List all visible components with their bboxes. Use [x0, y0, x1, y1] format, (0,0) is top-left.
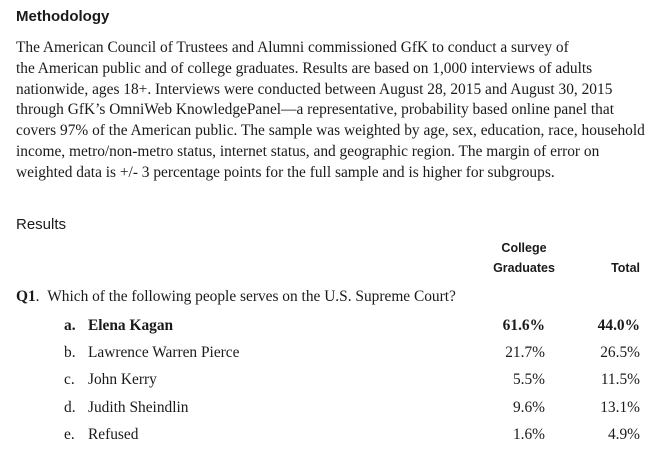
- answer-text: Refused: [88, 426, 139, 443]
- methodology-line: through GfK’s OmniWeb KnowledgePanel—a representative, probability based online panel that: [16, 101, 614, 119]
- column-header-total: Total: [611, 261, 640, 275]
- answer-row-e: [0, 426, 666, 450]
- methodology-heading: Methodology: [16, 8, 110, 25]
- total-value: 13.1%: [600, 399, 640, 416]
- answer-letter: d.: [64, 399, 76, 416]
- college-value: 1.6%: [512, 426, 545, 443]
- column-header-college-line1: College: [501, 241, 547, 255]
- total-value: 44.0%: [597, 317, 640, 334]
- results-heading: Results: [16, 216, 67, 233]
- answer-letter: e.: [64, 426, 75, 443]
- college-value: 21.7%: [505, 344, 545, 361]
- question-number-dot: .: [35, 288, 40, 305]
- answer-letter: b.: [64, 344, 76, 361]
- college-value: 61.6%: [502, 317, 545, 334]
- methodology-line: The American Council of Trustees and Alumni commissioned GfK to conduct a survey of: [16, 39, 569, 56]
- column-header-college-line2: Graduates: [493, 261, 555, 275]
- column-header-college-graduates: [486, 238, 562, 278]
- total-value: 11.5%: [600, 371, 640, 388]
- methodology-paragraph: [16, 38, 656, 184]
- answer-letter: c.: [64, 371, 75, 388]
- answer-text: John Kerry: [88, 371, 157, 388]
- question-row: [16, 288, 456, 306]
- question-text: Which of the following people serves on the U.S. Supreme Court?: [47, 288, 456, 305]
- answer-text: Elena Kagan: [88, 317, 174, 334]
- methodology-line: income, metro/non-metro status, internet status, and geographic region. The margin of error on: [16, 142, 600, 160]
- total-value: 4.9%: [607, 426, 640, 443]
- question-number: Q1: [16, 288, 36, 305]
- methodology-line: the American public and of college graduates. Results are based on 1,000 interviews of adults: [16, 59, 593, 77]
- college-value: 9.6%: [512, 399, 545, 416]
- college-value: 5.5%: [512, 371, 545, 388]
- answer-row-b: [0, 344, 666, 368]
- answer-row-d: [0, 399, 666, 423]
- methodology-line: weighted data is +/- 3 percentage points for the full sample and is higher for subgroups.: [16, 163, 555, 181]
- answer-text: Judith Sheindlin: [88, 399, 189, 416]
- answer-row-c: [0, 371, 666, 395]
- methodology-line: covers 97% of the American public. The sample was weighted by age, sex, education, race, household: [16, 122, 645, 140]
- answer-text: Lawrence Warren Pierce: [88, 344, 240, 361]
- answer-letter: a.: [64, 317, 76, 334]
- answer-row-a: [0, 317, 666, 341]
- methodology-line: nationwide, ages 18+. Interviews were conducted between August 28, 2015 and August 30, 2015: [16, 80, 613, 98]
- total-value: 26.5%: [600, 344, 640, 361]
